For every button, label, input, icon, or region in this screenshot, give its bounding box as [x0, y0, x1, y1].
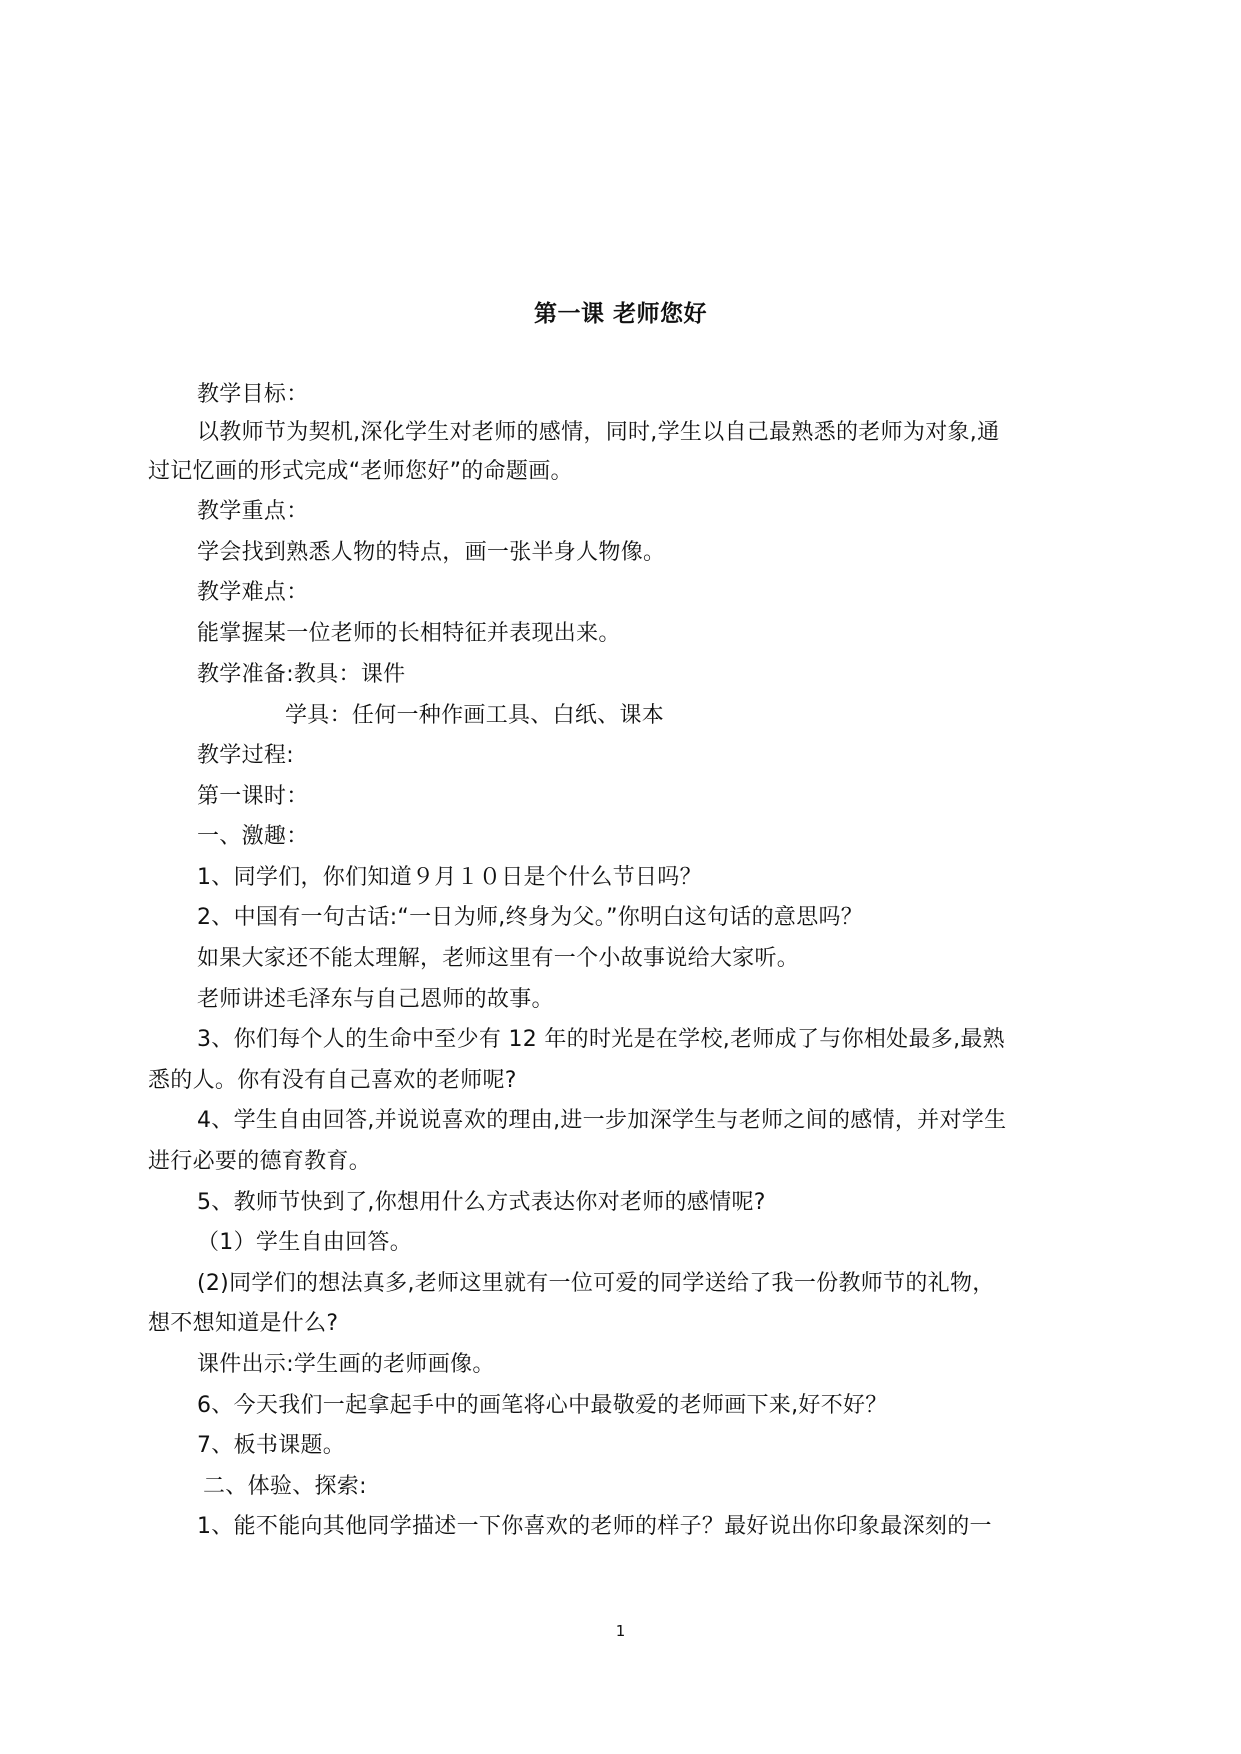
paragraph-line: 第一课时：: [197, 784, 309, 809]
paragraph-line: 学会找到熟悉人物的特点，画一张半身人物像。: [197, 540, 666, 565]
paragraph-line: 2、中国有一句古话:“一日为师,终身为父。”你明白这句话的意思吗？: [197, 905, 864, 930]
section-heading-difficulties: 教学难点：: [197, 580, 309, 605]
section-heading-part-two: 二、体验、探索:: [203, 1474, 367, 1499]
paragraph-line: 能掌握某一位老师的长相特征并表现出来。: [197, 621, 621, 646]
section-heading-process: 教学过程:: [197, 743, 294, 768]
paragraph-line: 3、你们每个人的生命中至少有 12 年的时光是在学校,老师成了与你相处最多,最熟: [197, 1027, 1005, 1052]
paragraph-line: 4、学生自由回答,并说说喜欢的理由,进一步加深学生与老师之间的感情，并对学生: [197, 1108, 1007, 1133]
paragraph-line: 6、今天我们一起拿起手中的画笔将心中最敬爱的老师画下来,好不好？: [197, 1393, 888, 1418]
paragraph-line: 1、能不能向其他同学描述一下你喜欢的老师的样子？最好说出你印象最深刻的一: [197, 1514, 992, 1539]
paragraph-line: 7、板书课题。: [197, 1433, 346, 1458]
paragraph-line: 进行必要的德育教育。: [148, 1149, 372, 1174]
paragraph-line: 课件出示:学生画的老师画像。: [197, 1352, 495, 1377]
paragraph-line: (2)同学们的想法真多,老师这里就有一位可爱的同学送给了我一份教师节的礼物，: [197, 1271, 995, 1296]
paragraph-line: 学具：任何一种作画工具、白纸、课本: [285, 703, 665, 728]
paragraph-line: 想不想知道是什么?: [148, 1311, 339, 1336]
paragraph-line: 悉的人。你有没有自己喜欢的老师呢?: [148, 1068, 517, 1093]
lesson-title: 第一课 老师您好: [533, 301, 707, 327]
section-heading-preparation: 教学准备:教具：课件: [197, 662, 406, 687]
paragraph-line: 如果大家还不能太理解，老师这里有一个小故事说给大家听。: [197, 946, 800, 971]
paragraph-line: 5、教师节快到了,你想用什么方式表达你对老师的感情呢?: [197, 1190, 766, 1215]
page-number: 1: [615, 1622, 626, 1640]
section-heading-objectives: 教学目标：: [197, 382, 309, 407]
paragraph-line: 1、同学们，你们知道９月１０日是个什么节日吗？: [197, 865, 702, 890]
paragraph-line: 以教师节为契机,深化学生对老师的感情，同时,学生以自己最熟悉的老师为对象,通: [197, 420, 1000, 445]
paragraph-line: 老师讲述毛泽东与自己恩师的故事。: [197, 987, 554, 1012]
paragraph-line: （1）学生自由回答。: [197, 1230, 412, 1255]
paragraph-line: 过记忆画的形式完成“老师您好”的命题画。: [148, 459, 573, 484]
section-heading-part-one: 一、激趣：: [197, 824, 309, 849]
section-heading-key-points: 教学重点：: [197, 499, 309, 524]
